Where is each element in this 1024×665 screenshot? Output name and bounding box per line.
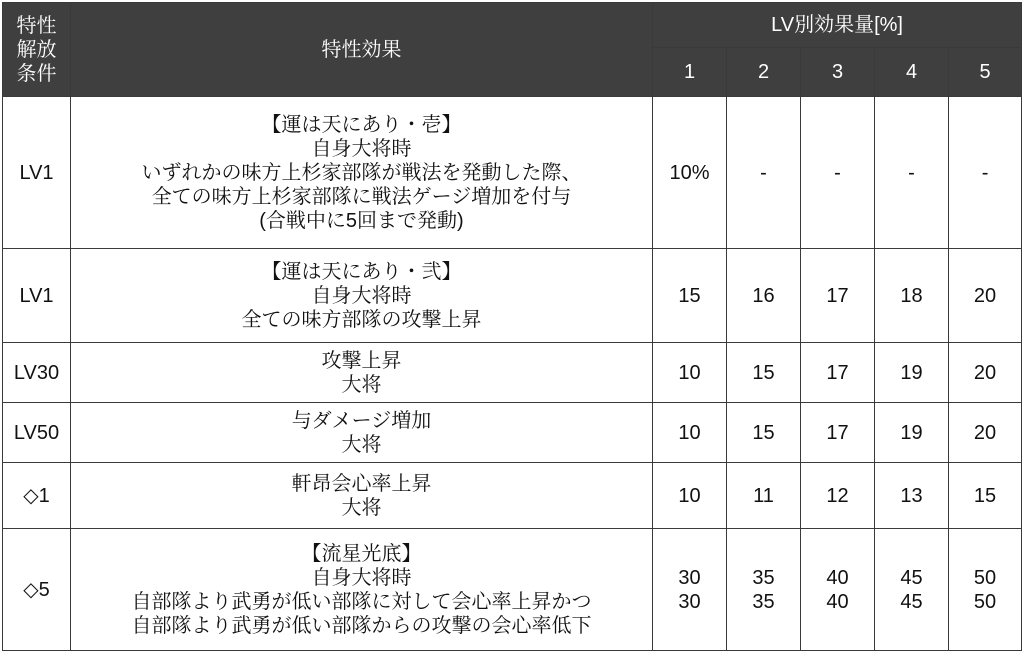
value-cell-lv2 — [727, 463, 801, 529]
value-line: 45 — [900, 590, 923, 613]
table-row — [3, 529, 1022, 651]
table-row — [3, 403, 1022, 463]
value-line: 17 — [826, 361, 849, 384]
value-cell-lv4 — [875, 529, 949, 651]
value-cell-lv2 — [727, 403, 801, 463]
effect-line: 軒昂会心率上昇 — [291, 472, 432, 495]
value-line: 40 — [826, 590, 849, 613]
effect-line: 自身大将時 — [311, 566, 412, 589]
value-cell-lv3 — [801, 403, 875, 463]
value-cell-lv4 — [875, 249, 949, 343]
value-line: 19 — [900, 361, 923, 384]
header-effect: 特性効果 — [71, 3, 653, 97]
header-condition-line: 特性 — [16, 14, 57, 37]
header-level-1: 1 — [653, 48, 727, 97]
value-line: 50 — [973, 590, 997, 613]
value-line: 20 — [973, 421, 997, 444]
value-line: 12 — [826, 484, 849, 507]
value-line: 20 — [973, 284, 997, 307]
effect-line: 自部隊より武勇が低い部隊に対して会心率上昇かつ — [131, 590, 592, 613]
header-level-2: 2 — [727, 48, 801, 97]
value-cell-lv1 — [653, 343, 727, 403]
effect-line: (合戦中に5回まで発動) — [259, 209, 464, 232]
value-cell-lv2 — [727, 97, 801, 249]
value-cell-lv1 — [653, 249, 727, 343]
value-cell-lv3 — [801, 249, 875, 343]
effect-line: 与ダメージ増加 — [291, 409, 432, 432]
value-cell-lv5 — [949, 463, 1022, 529]
value-cell-lv5 — [949, 97, 1022, 249]
effect-cell — [71, 529, 653, 651]
effect-line: 大将 — [341, 373, 382, 396]
effect-cell — [71, 343, 653, 403]
value-line: - — [981, 161, 989, 184]
value-line: 19 — [900, 421, 923, 444]
value-cell-lv1 — [653, 97, 727, 249]
value-line: 45 — [900, 566, 923, 589]
value-cell-lv2 — [727, 343, 801, 403]
value-line: - — [834, 161, 841, 184]
value-cell-lv4 — [875, 463, 949, 529]
condition-cell: LV1 — [3, 249, 71, 343]
table-row — [3, 463, 1022, 529]
header-level-5: 5 — [949, 48, 1022, 97]
value-line: 30 — [678, 590, 701, 613]
value-line: 15 — [752, 361, 775, 384]
effect-line: 【運は天にあり・弐】 — [261, 260, 462, 283]
effect-line: 大将 — [341, 496, 382, 519]
effect-line: 自身大将時 — [311, 284, 412, 307]
condition-cell: ◇5 — [3, 529, 71, 651]
table-body — [3, 97, 1022, 651]
effect-line: 大将 — [341, 433, 382, 456]
value-line: 50 — [973, 566, 997, 589]
value-line: - — [908, 161, 915, 184]
effect-line: 【流星光底】 — [301, 542, 422, 565]
value-cell-lv4 — [875, 343, 949, 403]
value-cell-lv5 — [949, 529, 1022, 651]
value-line: 13 — [900, 484, 923, 507]
value-cell-lv3 — [801, 343, 875, 403]
value-line: 17 — [826, 421, 849, 444]
value-line: 10 — [678, 361, 701, 384]
header-condition-line: 解放 — [16, 38, 57, 61]
header-lv-group: LV別効果量[%] — [653, 3, 1022, 48]
value-line: 17 — [826, 284, 849, 307]
value-line: 10 — [678, 484, 701, 507]
value-line: 20 — [973, 361, 997, 384]
value-cell-lv2 — [727, 529, 801, 651]
value-line: 30 — [678, 566, 701, 589]
value-line: 16 — [752, 284, 775, 307]
effect-cell — [71, 463, 653, 529]
value-line: 10% — [669, 161, 710, 184]
value-cell-lv5 — [949, 343, 1022, 403]
condition-cell: LV30 — [3, 343, 71, 403]
value-line: 15 — [678, 284, 701, 307]
condition-cell: LV1 — [3, 97, 71, 249]
value-cell-lv1 — [653, 529, 727, 651]
value-line: 10 — [678, 421, 701, 444]
condition-cell: LV50 — [3, 403, 71, 463]
value-cell-lv3 — [801, 463, 875, 529]
value-line: 35 — [752, 590, 775, 613]
effect-line: いずれかの味方上杉家部隊が戦法を発動した際、 — [141, 161, 582, 184]
value-line: 15 — [973, 484, 997, 507]
value-cell-lv5 — [949, 249, 1022, 343]
effect-line: 【運は天にあり・壱】 — [261, 113, 462, 136]
header-condition-line: 条件 — [16, 62, 57, 85]
effect-line: 全ての味方部隊の攻撃上昇 — [241, 308, 482, 331]
value-cell-lv1 — [653, 403, 727, 463]
value-line: - — [760, 161, 767, 184]
table-row — [3, 97, 1022, 249]
condition-cell: ◇1 — [3, 463, 71, 529]
effect-cell — [71, 97, 653, 249]
value-line: 11 — [753, 484, 774, 507]
effect-line: 自部隊より武勇が低い部隊からの攻撃の会心率低下 — [131, 614, 592, 637]
header-condition — [3, 3, 71, 97]
value-line: 35 — [752, 566, 775, 589]
value-cell-lv5 — [949, 403, 1022, 463]
effect-line: 自身大将時 — [311, 137, 412, 160]
table-row — [3, 343, 1022, 403]
table-row — [3, 249, 1022, 343]
value-cell-lv4 — [875, 403, 949, 463]
value-cell-lv4 — [875, 97, 949, 249]
value-line: 40 — [826, 566, 849, 589]
value-cell-lv3 — [801, 529, 875, 651]
value-line: 15 — [752, 421, 775, 444]
effect-line: 攻撃上昇 — [321, 349, 402, 372]
value-line: 18 — [900, 284, 923, 307]
trait-table — [2, 2, 1022, 651]
effect-cell — [71, 403, 653, 463]
value-cell-lv1 — [653, 463, 727, 529]
header-level-4: 4 — [875, 48, 949, 97]
value-cell-lv2 — [727, 249, 801, 343]
effect-line: 全ての味方上杉家部隊に戦法ゲージ増加を付与 — [151, 185, 572, 208]
effect-cell — [71, 249, 653, 343]
header-level-3: 3 — [801, 48, 875, 97]
value-cell-lv3 — [801, 97, 875, 249]
